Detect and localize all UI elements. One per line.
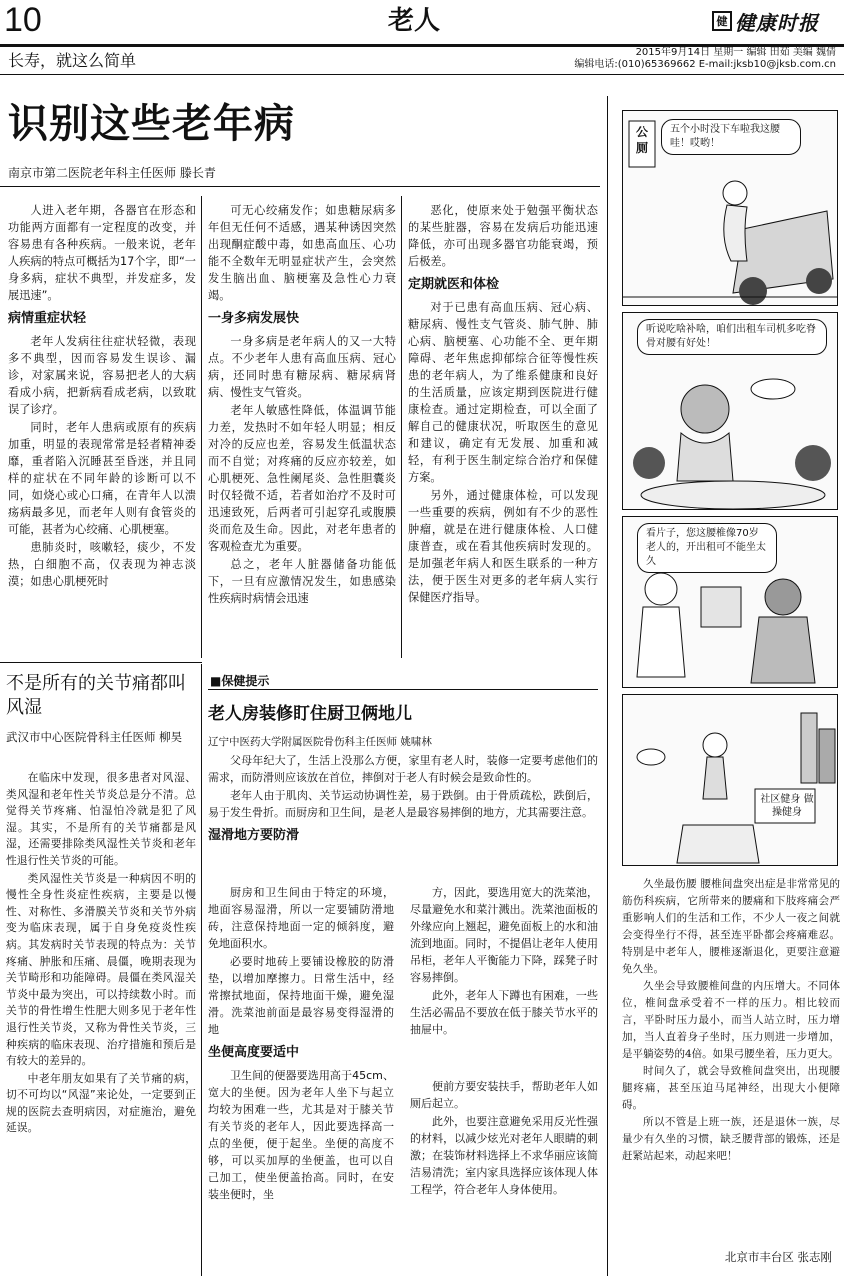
tip-intro [208,752,598,850]
joint-article-title: 不是所有的关节痛都叫风湿 [6,673,186,718]
paragraph: 老年人敏感性降低，体温调节能力差，发热时不如年轻人明显；相反对冷的反应也差，容易发生低温状态而不自觉；对疼痛的反应亦较差，如心肌梗死、急性阑尾炎、急性胆囊炎时仅轻微不适，若者如治疗不及时可迅速致死，后两者可引起穿孔或腹膜炎而危及生命。因此，对老年患者的客观检查尤为重要。 [208,404,396,553]
paragraph: 时间久了，就会导致椎间盘突出，出现腰腿疼痛，甚至压迫马尾神经，出现大小便障碍。 [622,1065,840,1111]
paragraph: 此外，也要注意避免采用反光性强的材料，以减少炫光对老年人眼睛的刺激；在装饰材料选择上不求华丽应该简洁易清洗；室内家具选择应该体现人体工程学，符合老年人身体使用。 [410,1115,598,1196]
newspaper-logo [712,6,840,36]
paragraph: 中老年朋友如果有了关节痛的病，切不可均以“风湿”来论处，一定要到正规的医院去查明病因，对症施治，避免延误。 [6,1071,196,1135]
paragraph: 所以不管是上班一族，还是退休一族，尽量少有久坐的习惯，缺乏腰背部的锻炼，还是赶紧站起来，动起来吧！ [622,1116,840,1162]
paragraph: 类风湿性关节炎是一种病因不明的慢性全身性炎症性疾病，主要是以慢性、对称性、多滑膜关节炎和关节外病变为临床表现，属于自身免疫炎性疾病。其发病时关节表现的特点为：关节疼痛、肿胀和压痛、晨僵，晚期表现为关节畸形和功能障碍。晨僵在类风湿关节炎中最为突出，可以持续数小时。而关节的骨性增生性肥大则多见于老年性退行性关节炎，又称为骨性关节炎，三种疾病的临床表现、治疗措施和预后是有较大的差异的。 [6,871,196,1068]
subheading: 一身多病发展快 [208,311,300,326]
speech-bubble: 看片子，您这腰椎像70岁老人的，开出租可不能坐太久 [637,523,777,573]
paragraph: 久坐会导致腰椎间盘的内压增大。不同体位，椎间盘承受着不一样的压力。相比较而言，平卧时压力最小，而当人站立时，压力增加，当人直着身子坐时，压力则进一步增加，是平躺姿势的4倍。如果弓腰坐着，压力更大。 [622,980,840,1060]
main-article-column-2 [208,202,396,608]
paragraph: 一身多病是老年病人的又一大特点。不少老年人患有高血压病、冠心病，还同时患有糖尿病、糖尿病肾病、慢性支气管炎。 [208,335,396,399]
headline-rule [0,186,600,187]
paragraph: 人进入老年期，各器官在形态和功能两方面都有一定程度的改变，并容易患有各种疾病。一般来说，老年人疾病的特点可概括为17个字，即“一身多病，症状不典型，并发症多，发展迅速”。 [8,204,196,302]
paragraph: 总之，老年人脏器储备功能低下，一旦有应激情况发生，如患感染性疾病时病情会迅速 [208,558,396,605]
sedentary-article-body [622,876,840,1165]
subheading: 坐便高度要适中 [208,1045,300,1060]
paragraph: 老年人发病往往症状轻微，表现多不典型，因而容易发生误诊、漏诊，对家属来说，容易把老人的大病看成小病，把新病看成老病，以致耽误了诊疗。 [8,335,196,416]
joint-article-author: 武汉市中心医院骨科主任医师 柳昊 [6,730,183,744]
paragraph: 可无心绞痛发作；如患糖尿病多年但无任何不适感，遇某种诱因突然出现酮症酸中毒，如患高血压、心功能不全数年无明显症状产生，会突然发生脑出血、脑梗塞及急性心力衰竭。 [208,204,396,302]
logo-name: 健康时报 [735,10,819,35]
column-divider [201,196,202,658]
joint-article-body [6,770,196,1138]
paragraph: 便前方要安装扶手，帮助老年人如厕后起立。 [410,1080,598,1110]
main-article-column-1 [8,202,196,591]
main-article-column-3 [408,202,598,607]
community-exercise-illustration [623,695,838,866]
paragraph: 厨房和卫生间由于特定的环境，地面容易湿滑，所以一定要铺防滑地砖，注意保持地面一定的倾斜度，避免地面积水。 [208,886,394,950]
tip-column-right [410,884,598,1199]
subheading: 湿滑地方要防滑 [208,828,300,843]
page-number: 10 [4,1,42,39]
header-divider [0,74,844,75]
section-rule [0,662,202,663]
editor-contact: 编辑电话:(010)65369662 E-mail:jksb10@jksb.com.cn [574,59,836,70]
comic-panel-3 [622,516,838,688]
paragraph: 患肺炎时，咳嗽轻，痰少，不发热，白细胞不高，仅表现为神志淡漠；如患心肌梗死时 [8,541,196,588]
paragraph: 卫生间的便器要选用高于45cm、宽大的坐便。因为老年人坐下与起立均较为困难一些，尤其是对于膝关节有关节炎的老年人，因此要选择高一点的坐便，便于起坐。坐便的高度不够，可以买加厚的坐便盖，也可以自己加工，使坐便盖抬高。同时，在安装坐便时，坐 [208,1069,394,1201]
comic-panel-1 [622,110,838,306]
main-headline: 识别这些老年病 [8,100,295,147]
issue-date-editors: 2015年9月14日 星期一 编辑 田茹 美编 魏倩 [635,47,836,58]
column-divider [201,664,202,1276]
sedentary-article-author: 北京市丰台区 张志刚 [724,1250,832,1264]
section-title: 老人 [388,6,441,36]
paragraph: 在临床中发现，很多患者对风湿、类风湿和老年性关节炎总是分不清。总觉得关节疼痛、怕湿怕冷就是犯了风湿。其实，不是所有的关节痛都是风湿，还需要排除类风湿性关节炎和老年性退行性关节炎的可能。 [6,771,196,867]
comic-panel-2 [622,312,838,510]
paragraph: 同时，老年人患病或原有的疾病加重，明显的表现常常是轻者精神委靡，重者陷入沉睡甚至昏迷，并且同样的症状在不同年龄的诊断可以不同，如烧心或心口痛，在青年人以溃疡病最多见，而老年人则有食管炎的可能，甚者为心绞痛、心肌梗塞。 [8,421,196,536]
paragraph: 另外，通过健康体检，可以发现一些重要的疾病，例如有不少的恶性肿瘤，就是在进行健康体检、人口健康普查，或在看其他疾病时发现的。是加强老年病人和医生联系的一种方法，便于医生对更多的老年病人实行保健医疗指导。 [408,489,598,604]
main-byline: 南京市第二医院老年科主任医师 滕长青 [8,166,216,180]
subheading: 病情重症状轻 [8,311,87,326]
paragraph: 必要时地砖上要铺设橡胶的防滑垫，以增加摩擦力。日常生活中，经常擦拭地面，保持地面干燥，避免湿滑。洗菜池前面是最容易变得湿滑的地 [208,955,394,1036]
paragraph: 此外，老年人下蹲也有困难，一些生活必需品不要放在低于膝关节水平的抽屉中。 [410,989,598,1036]
column-divider [401,196,402,658]
tip-column-left [208,884,394,1204]
paragraph: 对于已患有高血压病、冠心病、糖尿病、慢性支气管炎、肺气肿、肺心病、脑梗塞、心功能不全、更年期障碍、老年焦虑抑郁综合征等慢性疾患的老年病人，为了维系健康和良好的生活质量，应该定期到医院进行健康检查。通过定期检查，可以全面了解自己的健康状况，听取医生的意见和建议，确定有无发展、加重和减轻，有利于医生制定综合治疗和保健方案。 [408,301,598,484]
subheading: 定期就医和体检 [408,277,500,292]
paragraph: 方，因此，要选用宽大的洗菜池，尽量避免水和菜汁溅出。洗菜池面板的外缘应向上翘起，避免面板上的水和油流到地面。同时，不提倡让老年人使用吊柜，老年人平衡能力下降，踩凳子时容易摔倒。 [410,886,598,984]
sidebar-divider [607,96,608,1276]
comic-panel-4 [622,694,838,866]
paragraph: 老年人由于肌肉、关节运动协调性差，易于跌倒。由于骨质疏松，跌倒后，易于发生骨折。而厨房和卫生间，是老人是最容易摔倒的地方，尤其需要注意。 [208,789,598,819]
speech-bubble: 听说吃啥补啥，咱们出租车司机多吃脊骨对腰有好处！ [637,319,827,355]
paragraph: 久坐最伤腰 腰椎间盘突出症是非常常见的筋伤科疾病，它所带来的腰痛和下肢疼痛会严重影响人们的生活和工作，不少人一夜之间就会变得坐行不得，甚至连平卧都会疼痛难忍。特别是中老年人，腰椎逐渐退化，更要注意避免久坐。 [622,878,840,975]
community-fitness-sign: 社区健身 做操健身 [760,794,814,818]
section-tagline: 长寿，就这么简单 [8,51,137,70]
speech-bubble: 五个小时没下车啦我这腰哇！哎哟！ [661,119,801,155]
tip-section-label: ■保健提示 [210,674,270,688]
tip-byline: 辽宁中医药大学附属医院骨伤科主任医师 姚啸林 [208,736,432,748]
paragraph: 父母年纪大了，生活上没那么方便，家里有老人时，装修一定要考虑他们的需求，而防滑则应该放在首位，摔倒对于老人有时候会是致命性的。 [208,754,598,784]
toilet-sign: 公厕 [635,125,648,155]
logo-mark-icon: 健 [712,11,732,31]
issue-meta [506,47,836,71]
tip-headline: 老人房装修盯住厨卫俩地儿 [208,704,412,724]
paragraph: 恶化，使原来处于勉强平衡状态的某些脏器，容易在发病后功能迅速降低，亦可出现多器官功能衰竭，预后极差。 [408,204,598,268]
